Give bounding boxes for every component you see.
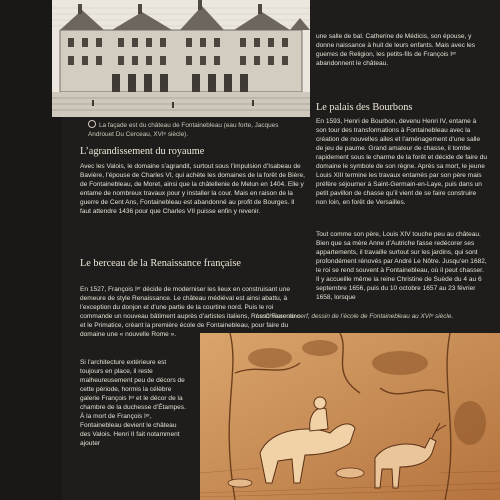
- paragraph-palais-2: Tout comme son père, Louis XIV touche peu au château. Bien que sa mère Anne d’Autriche fasse redécorer ses appartements, il travaille surtout sur les jardins, qui sont profondément rénovés par André Le Nôtre. Jusqu’en 1682, le roi se rend souvent à Fontainebleau, où il peut chasser. Il y accueille même la reine Christine de Suède du 4 au 6 septembre 1656, puis du 10 octobre 1657 au 23 février 1658, lorsque: [316, 231, 487, 302]
- caption-chasse: La Chasse au cerf, dessin de l’école de Fontainebleau au XVIᵉ siècle.: [256, 313, 454, 320]
- paragraph-palais-1: En 1593, Henri de Bourbon, devenu Henri IV, entame à son tour des transformations à Fontainebleau avec la création de nouvelles ailes et l’aménagement d’une salle de jeu de paume. Grand amateur de chasse, il tombe rapidement sous le charme de la forêt et décide de faire du domaine le symbole de son règne. Après sa mort, le jeune Louis XIII termine les travaux entamés par son père mais préfère séjourner à Saint-Germain-en-Laye, puis dans un petit pavillon de chasse qu’il vient de se faire construire non loin, en forêt de Versailles.: [316, 118, 488, 207]
- paragraph-berceau: En 1527, François Iᵉʳ décide de moderniser les lieux en construisant une demeure de style Renaissance. Le château médiéval est ainsi abattu, à l’exception du donjon et d’une partie de la courtine nord. Puis le roi commande un nouveau bâtiment auprès d’artistes italiens, Rosso Fiorentino et le Primatice, créant la première école de Fontainebleau, pour faire du domaine une « nouvelle Rome ».: [80, 286, 301, 339]
- paragraph-continuation: une salle de bal. Catherine de Médicis, son épouse, y donne naissance à huit de leurs enfants. Mais avec les guerres de Religion, les petits-fils de François Iᵉʳ abandonnent le château.: [316, 33, 476, 68]
- heading-berceau: Le berceau de la Renaissance française: [80, 258, 241, 269]
- heading-agrandissement: L’agrandissement du royaume: [80, 146, 205, 157]
- paragraph-berceau-2: Si l’architecture extérieure est toujours en place, il reste malheureusement peu de décors de cette période, hormis la célèbre galerie François Iᵉʳ et le décor de la chambre de la duchesse d’Étampes. À la mort de François Iᵉʳ, Fontainebleau devient le château des Valois. Henri II fait notamment ajouter: [80, 359, 186, 448]
- caption-facade: La façade est du château de Fontainebleau (eau forte, Jacques Androuet Du Cerceau, XVIᵉ siècle).: [88, 122, 279, 138]
- heading-palais: Le palais des Bourbons: [316, 102, 413, 113]
- paragraph-agrandissement: Avec les Valois, le domaine s’agrandit, surtout sous l’impulsion d’Isabeau de Bavière, l’épouse de Charles VI, qui achète les domaines de la forêt de Bière, de Fontainebleau, de Moret, ainsi que la châtellenie de Melun en 1404. Elle y entame de nombreux travaux pour y installer la cour. Mais en raison de la guerre de Cent Ans, Fontainebleau est abandonné au profit de Bourges. Il faut attendre 1436 pour que Charles VII puisse enfin y revenir.: [80, 163, 305, 216]
- hunting-scene-drawing-icon: [200, 333, 500, 500]
- chateau-engraving-icon: [52, 0, 310, 117]
- caption-bullet-icon: [88, 120, 96, 128]
